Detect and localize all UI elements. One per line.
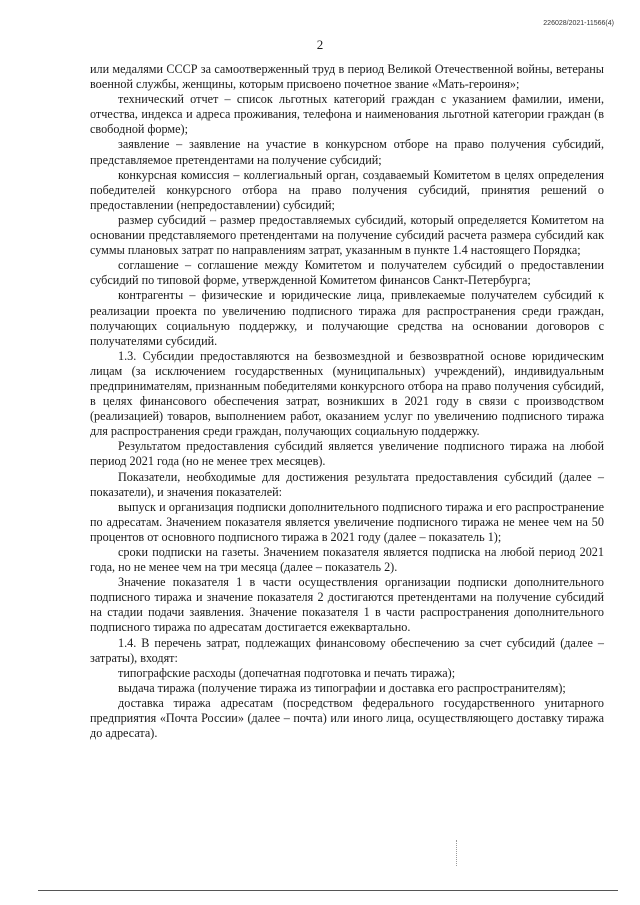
page-number: 2 [316,37,324,52]
paragraph-indicator-values: Значение показателя 1 в части осуществления организации подписки дополнительного подписного тиража и значение показателя 2 достигаются претендентами на получение субсидий на стадии подачи заявления. Значение показателя 1 в части распространения дополнительного подписного тиража по адресатам достигается ежеквартально. [90,575,604,635]
paragraph-result: Результатом предоставления субсидий является увеличение подписного тиража на любой период 2021 года (но не менее трех месяцев). [90,439,604,469]
paragraph-subsidy-size: размер субсидий – размер предоставляемых субсидий, который определяется Комитетом на основании представляемого претендентами на получение субсидий расчета размера субсидий как суммы плановых затрат по направлениям затрат, указанным в пункте 1.4 настоящего Порядка; [90,212,604,258]
scan-bottom-edge [38,890,618,891]
document-id: 226028/2021-11566(4) [543,20,614,27]
paragraph-application: заявление – заявление на участие в конкурсном отборе на право получения субсидий, представляемое претендентами на получение субсидий; [90,137,604,167]
paragraph-indicator-2: сроки подписки на газеты. Значением показателя является подписка на любой период 2021 года, но не менее чем на три месяца (далее – показатель 2). [90,545,604,575]
paragraph-technical-report: технический отчет – список льготных категорий граждан с указанием фамилии, имени, отчества, индекса и адреса проживания, телефона и наименования льготной категории граждан (в свободной форме); [90,92,604,137]
scan-artifact [456,840,458,866]
paragraph-issue-costs: выдача тиража (получение тиража из типографии и доставка его распространителям); [118,680,566,695]
paragraph-delivery-costs: доставка тиража адресатам (посредством федерального государственного унитарного предприятия «Почта России» (далее – почта) или иного лица, осуществляющего доставку тиража до адресата). [90,695,604,741]
paragraph-continuation: или медалями СССР за самоотверженный труд в период Великой Отечественной войны, ветераны военной службы, женщины, которым присвоено почетное звание «Мать-героиня»; [90,62,604,92]
paragraph-printing-costs: типографские расходы (допечатная подготовка и печать тиража); [118,665,456,680]
paragraph-agreement: соглашение – соглашение между Комитетом и получателем субсидий о предоставлении субсидий по типовой форме, утвержденной Комитетом финансов Санкт-Петербурга; [90,258,604,288]
paragraph-contractors: контрагенты – физические и юридические лица, привлекаемые получателем субсидий к реализации проекта по увеличению подписного тиража для распространения среди граждан, получающих социальную поддержку, и получающие средства на основании договоров с получателями субсидий. [90,288,604,348]
paragraph-indicator-1: выпуск и организация подписки дополнительного подписного тиража и его распространение по адресатам. Значением показателя является увеличение подписного тиража не менее чем на 50 процентов от основного подписного тиража в 2021 году (далее – показатель 1); [90,499,604,544]
paragraph-section-1-3: 1.3. Субсидии предоставляются на безвозмездной и безвозвратной основе юридическим лицам (за исключением государственных (муниципальных) учреждений), индивидуальным предпринимателям, признанным победителями конкурсного отбора на право получения субсидий, в целях финансового обеспечения затрат, возникших в 2021 году в связи с производством (реализацией) товаров, выполнением работ, оказанием услуг по увеличению подписного тиража для распространения среди граждан, получающих социальную поддержку. [90,348,604,439]
paragraph-section-1-4: 1.4. В перечень затрат, подлежащих финансовому обеспечению за счет субсидий (далее – затраты), входят: [90,635,604,665]
paragraph-indicators: Показатели, необходимые для достижения результата предоставления субсидий (далее – показатели), и значения показателей: [90,469,604,499]
paragraph-commission: конкурсная комиссия – коллегиальный орган, создаваемый Комитетом в целях определения победителей конкурсного отбора на право получения субсидий, принятия решений о предоставлении (непредоставлении) субсидий; [90,167,604,212]
document-body [90,62,604,741]
